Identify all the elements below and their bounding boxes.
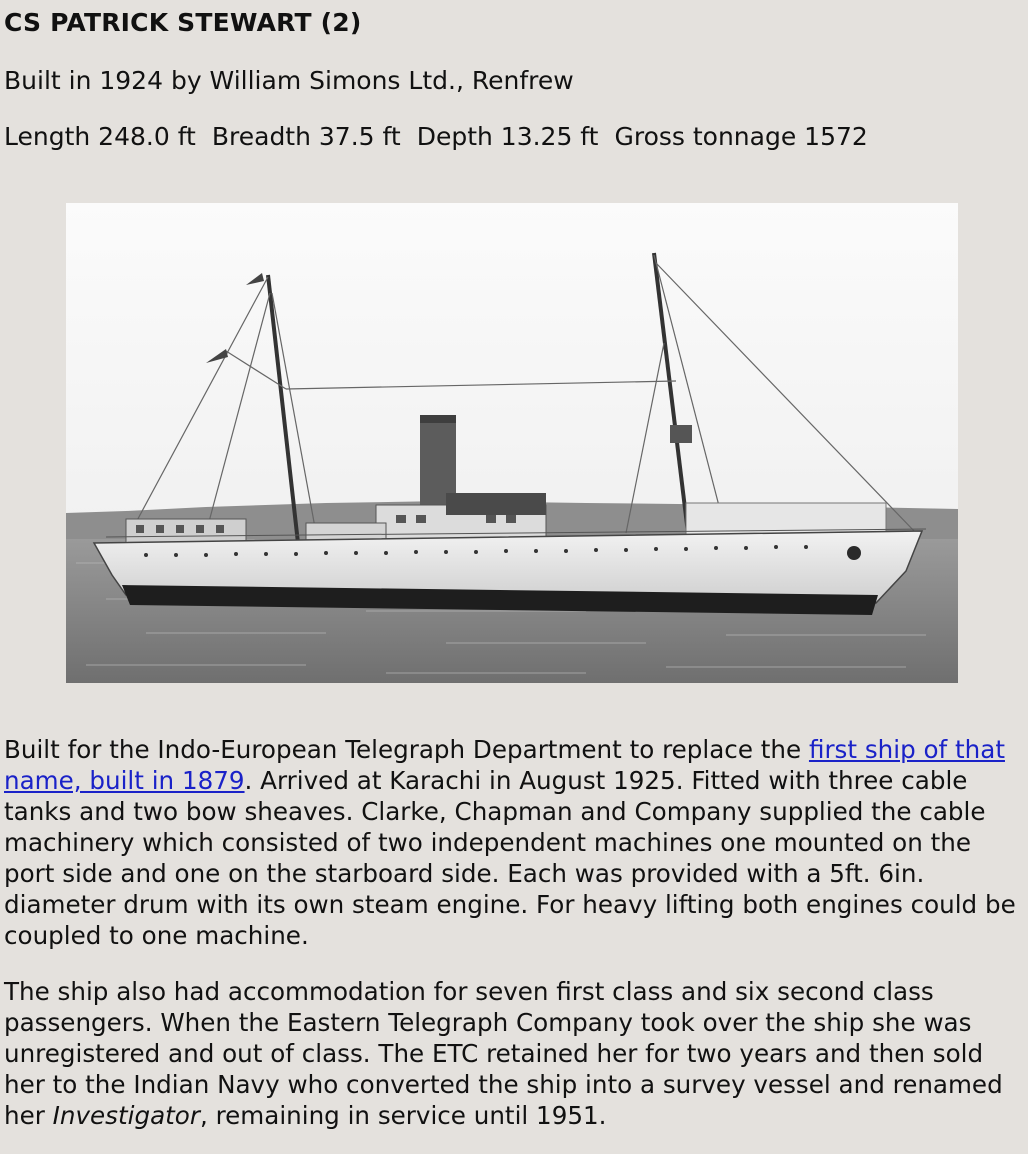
build-info: Built in 1924 by William Simons Ltd., Renfrew xyxy=(4,66,574,95)
paragraph-1-body: . Arrived at Karachi in August 1925. Fitted with three cable tanks and two bow sheaves. Clarke, Chapman and Company supplied the cable machinery which consisted of two independent machines one mounted on the port side and one on the starboard side. Each was provided with a 5ft. 6in. diameter drum with its own steam engine. For heavy lifting both engines could be coupled to one machine. xyxy=(4,766,1016,950)
ship-new-name: Investigator xyxy=(52,1101,200,1130)
history-paragraph-2 xyxy=(4,976,1022,1131)
ship-dimensions xyxy=(4,122,884,151)
first-ship-link[interactable]: first ship of that name, built in 1879 xyxy=(4,735,1005,795)
ship-illustration xyxy=(66,203,958,683)
history-paragraph-1 xyxy=(4,734,1022,951)
paragraph-2-end: , remaining in service until 1951. xyxy=(199,1101,607,1130)
length-value: Length 248.0 ft xyxy=(4,122,196,151)
paragraph-1-intro: Built for the Indo-European Telegraph Department to replace the xyxy=(4,735,809,764)
ship-photo xyxy=(66,203,958,683)
breadth-value: Breadth 37.5 ft xyxy=(211,122,401,151)
tonnage-value: Gross tonnage 1572 xyxy=(614,122,868,151)
page-title: CS PATRICK STEWART (2) xyxy=(4,8,362,37)
depth-value: Depth 13.25 ft xyxy=(416,122,599,151)
paragraph-2-intro: The ship also had accommodation for seven first class and six second class passengers. When the Eastern Telegraph Company took over the ship she was unregistered and out of class. The ETC retained her for two years and then sold her to the Indian Navy who converted the ship into a survey vessel and renamed her xyxy=(4,977,1003,1130)
